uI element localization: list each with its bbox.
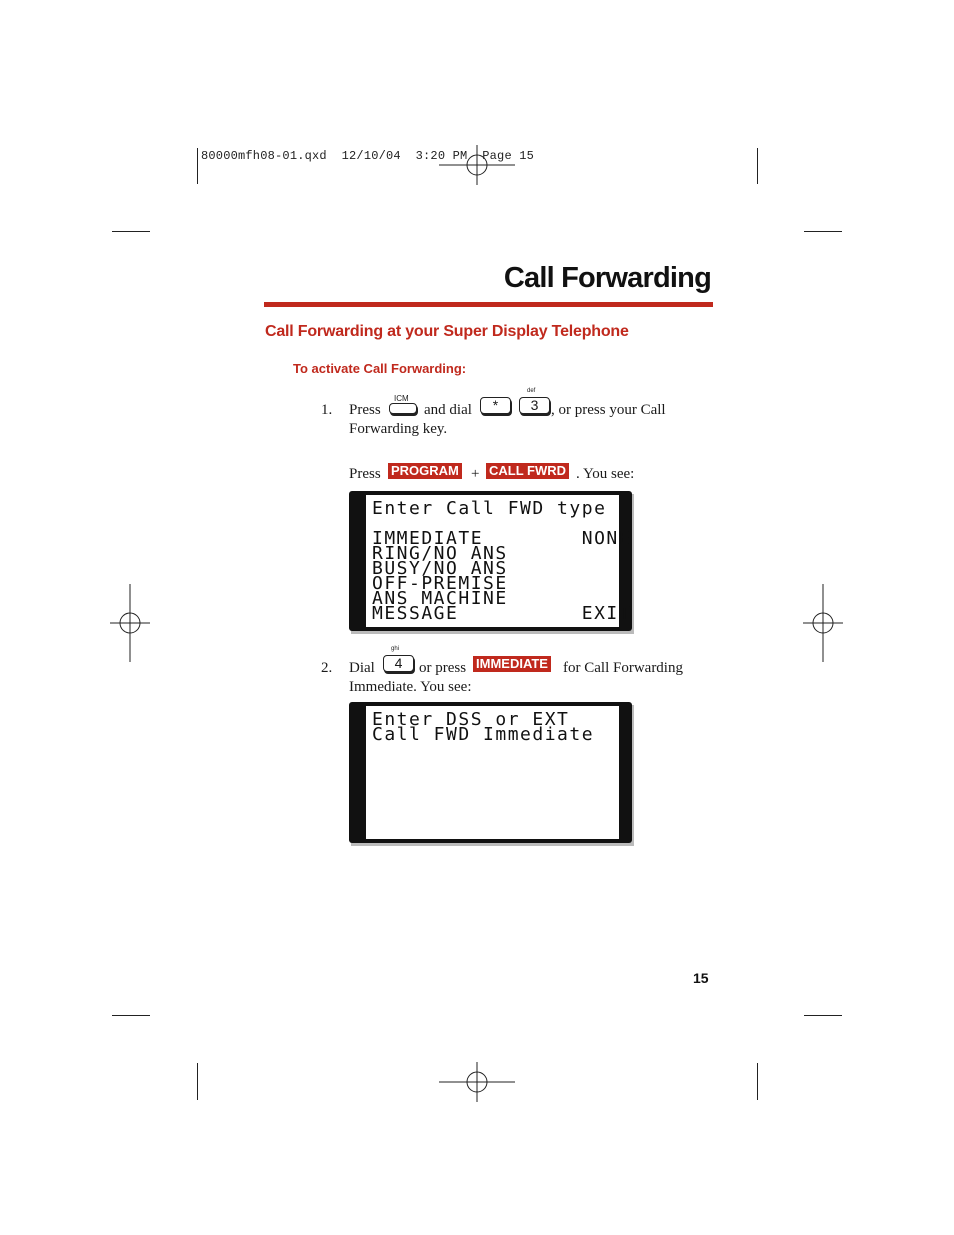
key-4-superscript: ghi [391, 646, 400, 652]
key-3-superscript: def [527, 388, 536, 394]
crop-mark [757, 1063, 758, 1100]
crop-mark [804, 231, 842, 232]
display-1-line: IMMEDIATE NONE [372, 528, 632, 549]
page-title: Call Forwarding [503, 262, 711, 294]
step-2-number: 2. [321, 660, 333, 676]
step-1-press: Press [349, 402, 381, 418]
print-slug: 80000mfh08-01.qxd 12/10/04 3:20 PM Page 15 [201, 149, 535, 163]
display-2-line: Enter DSS or EXT [372, 709, 570, 730]
star-key-icon: * [480, 397, 511, 414]
you-see-text: . You see: [576, 466, 635, 482]
step-1-number: 1. [321, 402, 333, 418]
registration-mark-left [110, 584, 150, 662]
crop-mark [757, 148, 758, 184]
lcd-screen-2 [366, 706, 619, 839]
step-2-for-text: for Call Forwarding [563, 660, 683, 676]
display-1-line: ANS MACHINE [372, 588, 508, 609]
lcd-display-1 [349, 491, 632, 631]
icm-key-icon [389, 403, 417, 414]
registration-mark-right [803, 584, 843, 662]
lcd-display-2 [349, 702, 632, 843]
step-2-dial: Dial [349, 660, 375, 676]
display-1-line: RING/NO ANS [372, 543, 508, 564]
lcd-screen-1 [366, 495, 632, 627]
display-1-line: BUSY/NO ANS [372, 558, 508, 579]
crop-mark [112, 1015, 150, 1016]
display-2-line: Call FWD Immediate [372, 724, 595, 745]
plus-sign: + [471, 466, 480, 482]
icm-label: ICM [394, 394, 409, 403]
step-1-and-dial: and dial [424, 402, 472, 418]
step-1-press-2: Press [349, 466, 381, 482]
display-1-line: OFF-PREMISE [372, 573, 508, 594]
crop-mark [197, 1063, 198, 1100]
step-2-or-press: or press [419, 660, 467, 676]
title-rule [264, 302, 713, 307]
page-number: 15 [693, 970, 709, 986]
call-fwrd-softkey: CALL FWRD [486, 463, 569, 479]
crop-mark [112, 231, 150, 232]
registration-mark-bottom [439, 1062, 515, 1102]
step-1-or-press: , or press your Call [551, 402, 666, 418]
program-softkey: PROGRAM [388, 463, 462, 479]
immediate-softkey: IMMEDIATE [473, 656, 551, 672]
step-1-line-2: Forwarding key. [349, 421, 448, 437]
section-heading: Call Forwarding at your Super Display Telephone [265, 323, 629, 340]
crop-mark [804, 1015, 842, 1016]
crop-mark [197, 148, 198, 184]
step-2-line-2: Immediate. You see: [349, 679, 472, 695]
display-1-line: Enter Call FWD type [372, 498, 607, 519]
display-1-line: MESSAGE EXIT [372, 603, 632, 624]
key-4-icon: 4 [383, 655, 414, 672]
key-3-icon: 3 [519, 397, 550, 414]
sub-heading: To activate Call Forwarding: [293, 361, 467, 376]
